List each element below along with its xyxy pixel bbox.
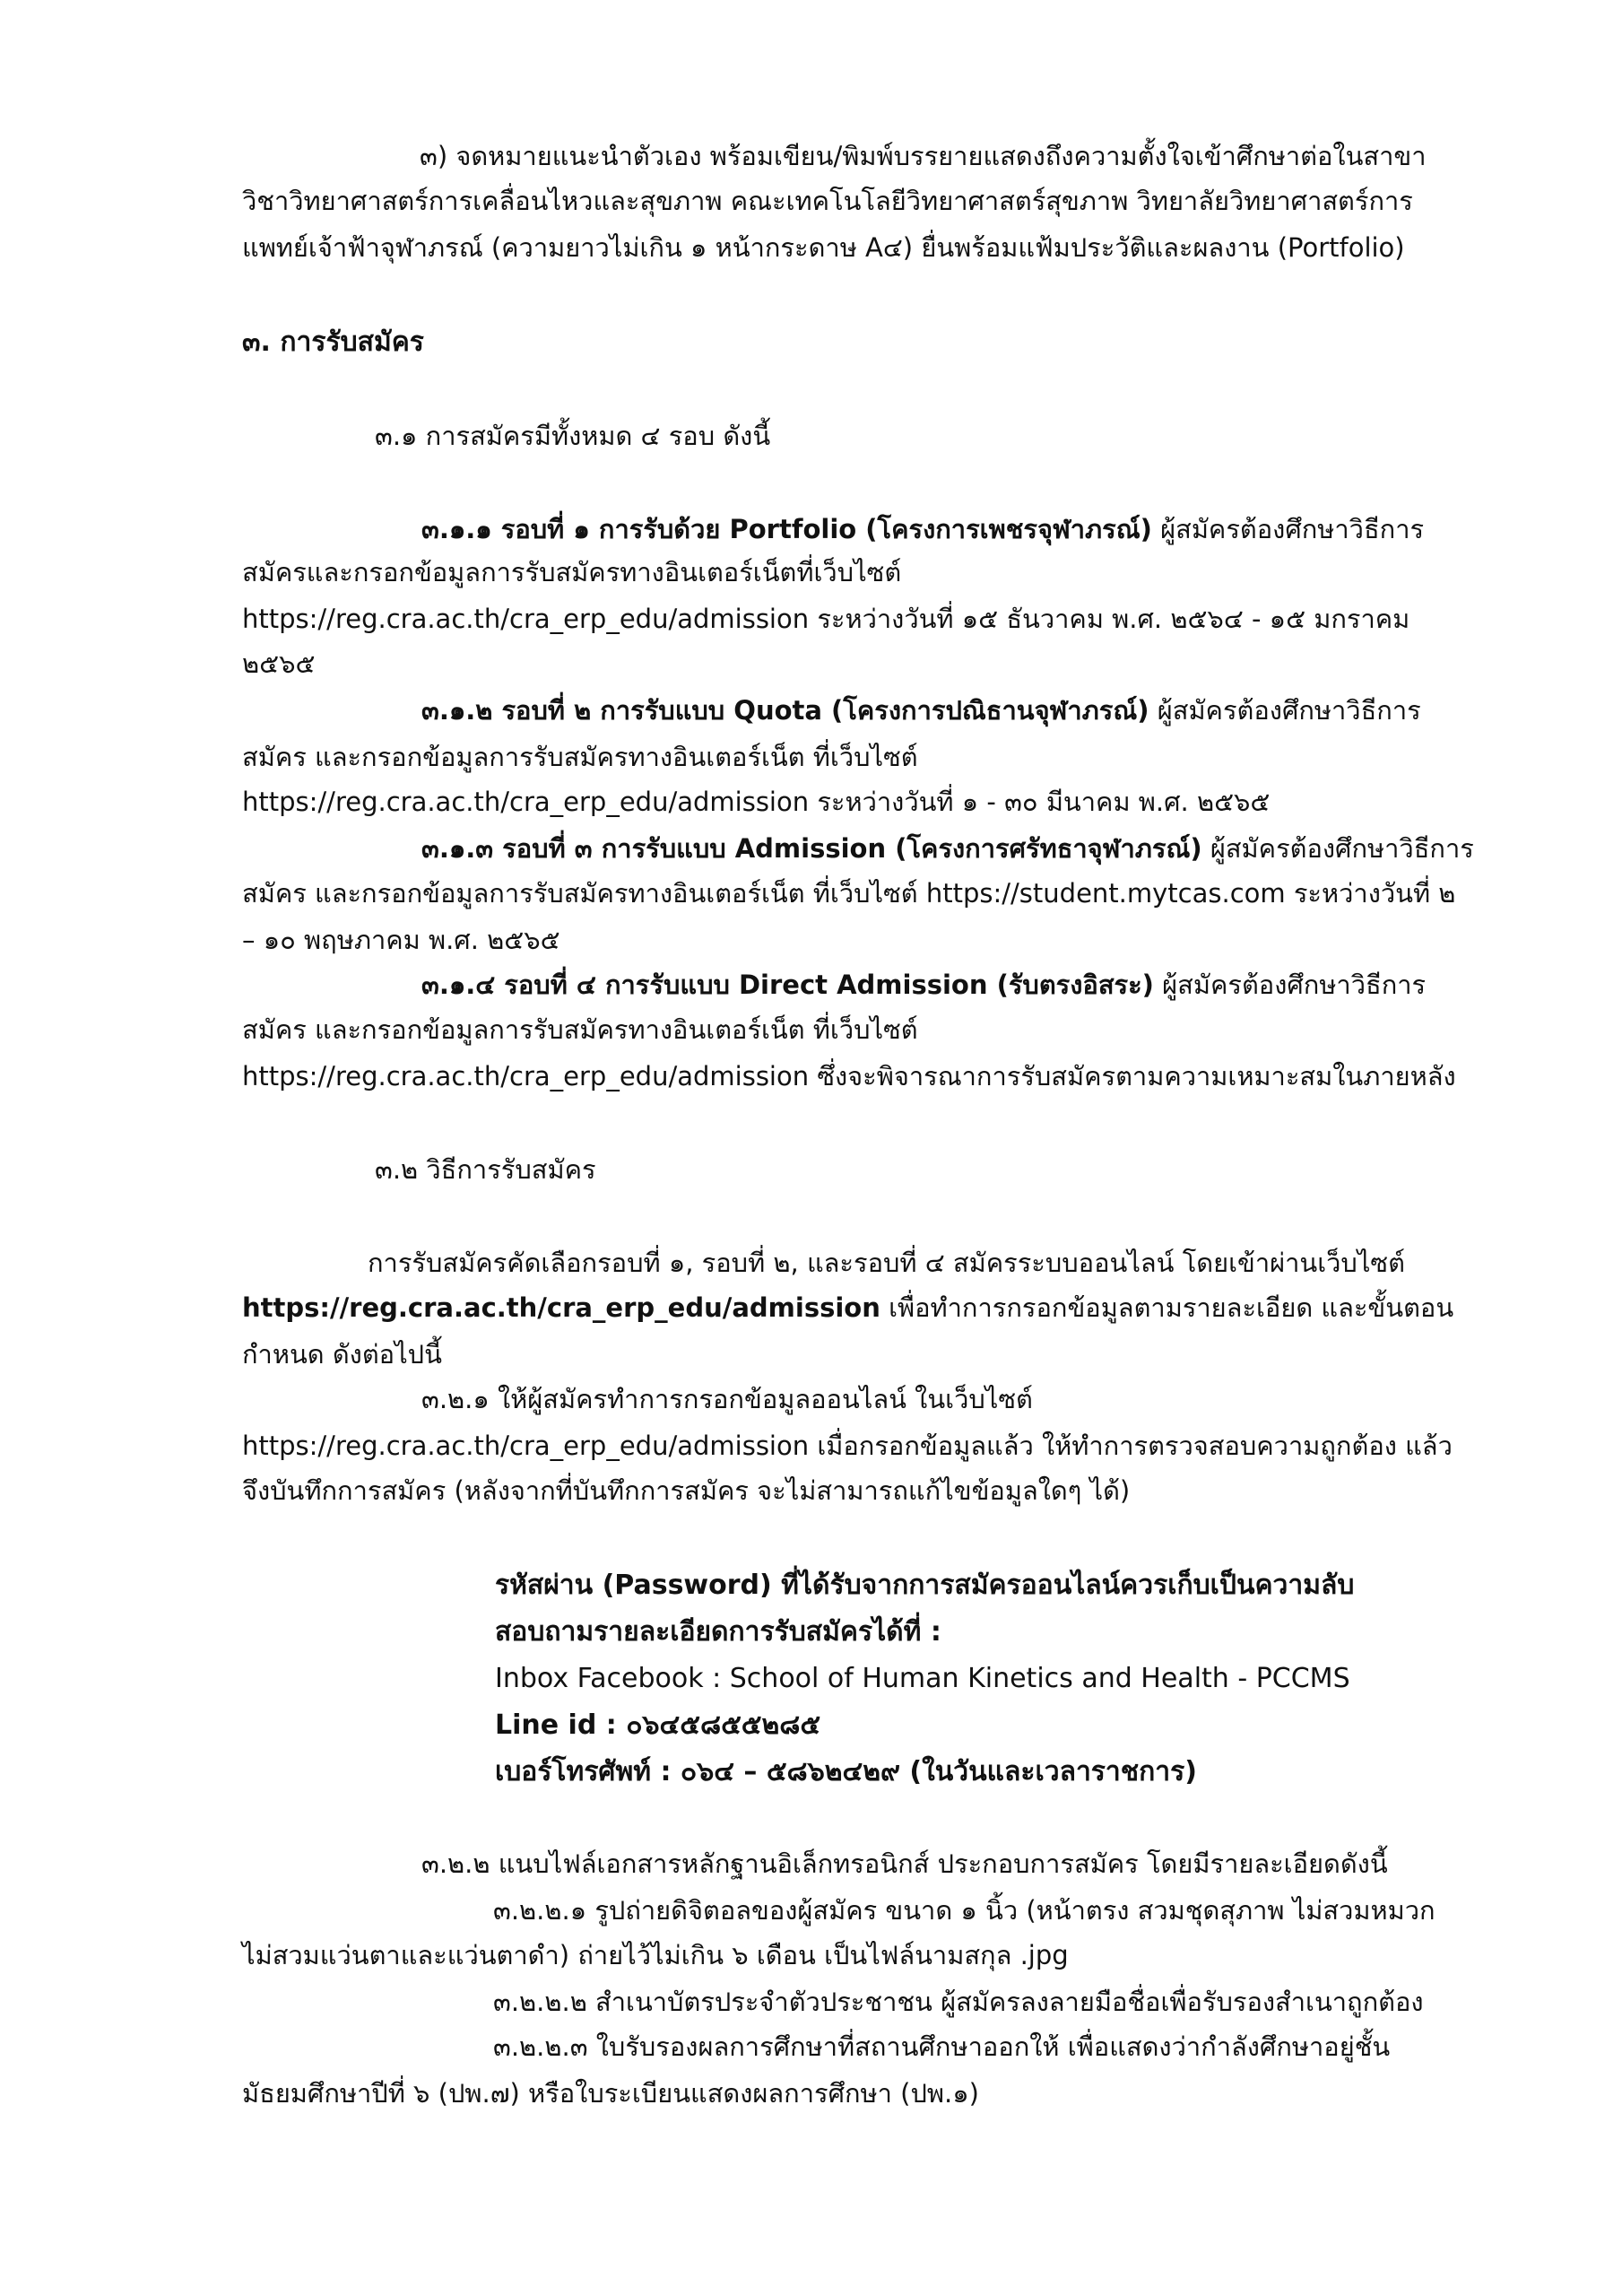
intro-line-3: แพทย์เจ้าฟ้าจุฬาภรณ์ (ความยาวไม่เกิน ๑ หน้ากระดาษ A๔) ยื่นพร้อมแฟ้มประวัติและผลงาน (Portfolio) [242, 232, 1405, 263]
round-1-line-2: สมัครและกรอกข้อมูลการรับสมัครทางอินเตอร์เน็ตที่เว็บไซต์ [242, 557, 902, 587]
round-1-line-3: https://reg.cra.ac.th/cra_erp_edu/admission ระหว่างวันที่ ๑๕ ธันวาคม พ.ศ. ๒๕๖๔ - ๑๕ มกราคม [242, 604, 1410, 634]
subsection-3-2-heading: ๓.๒ วิธีการรับสมัคร [375, 1154, 596, 1185]
intro-line-2: วิชาวิทยาศาสตร์การเคลื่อนไหวและสุขภาพ คณะเทคโนโลยีวิทยาศาสตร์สุขภาพ วิทยาลัยวิทยาศาสตร์การ [242, 186, 1413, 216]
round-3-line-1 [421, 829, 1474, 868]
step-3-2-1-line-2: https://reg.cra.ac.th/cra_erp_edu/admission เมื่อกรอกข้อมูลแล้ว ให้ทำการตรวจสอบความถูกต้อง แล้ว [242, 1431, 1453, 1461]
round-2-text: ผู้สมัครต้องศึกษาวิธีการ [1149, 695, 1421, 726]
round-2-line-2: สมัคร และกรอกข้อมูลการรับสมัครทางอินเตอร์เน็ต ที่เว็บไซต์ [242, 742, 918, 772]
step-3-2-2: ๓.๒.๒ แนบไฟล์เอกสารหลักฐานอิเล็กทรอนิกส์ ประกอบการสมัคร โดยมีรายละเอียดดังนี้ [421, 1848, 1388, 1879]
method-line-2-text: เพื่อทำการกรอกข้อมูลตามรายละเอียด และขั้นตอน [880, 1292, 1454, 1323]
round-3-title: ๓.๑.๓ รอบที่ ๓ การรับแบบ Admission (โครงการศรัทธาจุฬาภรณ์) [421, 833, 1202, 864]
admission-url: https://reg.cra.ac.th/cra_erp_edu/admission [242, 1292, 880, 1323]
round-1-line-4: ๒๕๖๕ [242, 648, 316, 679]
password-notice: รหัสผ่าน (Password) ที่ได้รับจากการสมัครออนไลน์ควรเก็บเป็นความลับ [495, 1570, 1355, 1601]
round-4-line-3: https://reg.cra.ac.th/cra_erp_edu/admission ซึ่งจะพิจารณาการรับสมัครตามความเหมาะสมในภายหลัง [242, 1061, 1456, 1091]
round-3-line-3: – ๑๐ พฤษภาคม พ.ศ. ๒๕๖๕ [242, 925, 560, 955]
round-1-line-1 [421, 509, 1424, 549]
round-1-text: ผู้สมัครต้องศึกษาวิธีการ [1151, 514, 1425, 544]
round-4-text: ผู้สมัครต้องศึกษาวิธีการ [1153, 970, 1427, 1000]
facebook-contact: Inbox Facebook : School of Human Kinetics and Health - PCCMS [495, 1663, 1350, 1694]
doc-transcript-line-1: ๓.๒.๒.๓ ใบรับรองผลการศึกษาที่สถานศึกษาออกให้ เพื่อแสดงว่ากำลังศึกษาอยู่ชั้น [493, 2031, 1391, 2062]
doc-transcript-line-2: มัธยมศึกษาปีที่ ๖ (ปพ.๗) หรือใบระเบียนแสดงผลการศึกษา (ปพ.๑) [242, 2078, 979, 2109]
section-heading: ๓. การรับสมัคร [242, 326, 424, 358]
step-3-2-1-line-3: จึงบันทึกการสมัคร (หลังจากที่บันทึกการสมัคร จะไม่สามารถแก้ไขข้อมูลใดๆ ได้) [242, 1475, 1131, 1506]
method-line-2 [242, 1288, 1453, 1327]
round-2-line-1 [421, 691, 1421, 730]
doc-photo-line-2: ไม่สวมแว่นตาและแว่นตาดำ) ถ่ายไว้ไม่เกิน ๖ เดือน เป็นไฟล์นามสกุล .jpg [242, 1940, 1069, 1970]
round-4-line-2: สมัคร และกรอกข้อมูลการรับสมัครทางอินเตอร์เน็ต ที่เว็บไซต์ [242, 1014, 918, 1045]
round-3-line-2: สมัคร และกรอกข้อมูลการรับสมัครทางอินเตอร์เน็ต ที่เว็บไซต์ https://student.mytcas.com ระหว่างวันที่ ๒ [242, 878, 1456, 909]
method-line-3: กำหนด ดังต่อไปนี้ [242, 1339, 442, 1370]
doc-id-card: ๓.๒.๒.๒ สำเนาบัตรประจำตัวประชาชน ผู้สมัครลงลายมือชื่อเพื่อรับรองสำเนาถูกต้อง [493, 1987, 1424, 2017]
intro-line-1: ๓) จดหมายแนะนำตัวเอง พร้อมเขียน/พิมพ์บรรยายแสดงถึงความตั้งใจเข้าศึกษาต่อในสาขา [420, 141, 1427, 171]
phone-contact: เบอร์โทรศัพท์ : ๐๖๔ – ๕๘๖๒๔๒๙ (ในวันและเวลาราชการ) [495, 1756, 1197, 1787]
doc-photo-line-1: ๓.๒.๒.๑ รูปถ่ายดิจิตอลของผู้สมัคร ขนาด ๑ นิ้ว (หน้าตรง สวมชุดสุภาพ ไม่สวมหมวก [493, 1895, 1436, 1926]
subsection-3-1-heading: ๓.๑ การสมัครมีทั้งหมด ๔ รอบ ดังนี้ [375, 421, 771, 451]
round-2-title: ๓.๑.๒ รอบที่ ๒ การรับแบบ Quota (โครงการปณิธานจุฬาภรณ์) [421, 695, 1149, 726]
step-3-2-1-line-1: ๓.๒.๑ ให้ผู้สมัครทำการกรอกข้อมูลออนไลน์ ในเว็บไซต์ [421, 1384, 1033, 1414]
line-id-contact: Line id : ๐๖๔๕๘๕๕๒๘๕ [495, 1709, 821, 1741]
round-1-title: ๓.๑.๑ รอบที่ ๑ การรับด้วย Portfolio (โครงการเพชรจุฬาภรณ์) [421, 514, 1152, 544]
round-2-line-3: https://reg.cra.ac.th/cra_erp_edu/admission ระหว่างวันที่ ๑ - ๓๐ มีนาคม พ.ศ. ๒๕๖๕ [242, 787, 1271, 817]
round-4-line-1 [421, 965, 1426, 1004]
method-line-1: การรับสมัครคัดเลือกรอบที่ ๑, รอบที่ ๒, และรอบที่ ๔ สมัครระบบออนไลน์ โดยเข้าผ่านเว็บไซต์ [368, 1248, 1405, 1278]
contact-heading: สอบถามรายละเอียดการรับสมัครได้ที่ : [495, 1616, 941, 1648]
round-4-title: ๓.๑.๔ รอบที่ ๔ การรับแบบ Direct Admission (รับตรงอิสระ) [421, 970, 1154, 1000]
round-3-text: ผู้สมัครต้องศึกษาวิธีการ [1201, 833, 1474, 864]
